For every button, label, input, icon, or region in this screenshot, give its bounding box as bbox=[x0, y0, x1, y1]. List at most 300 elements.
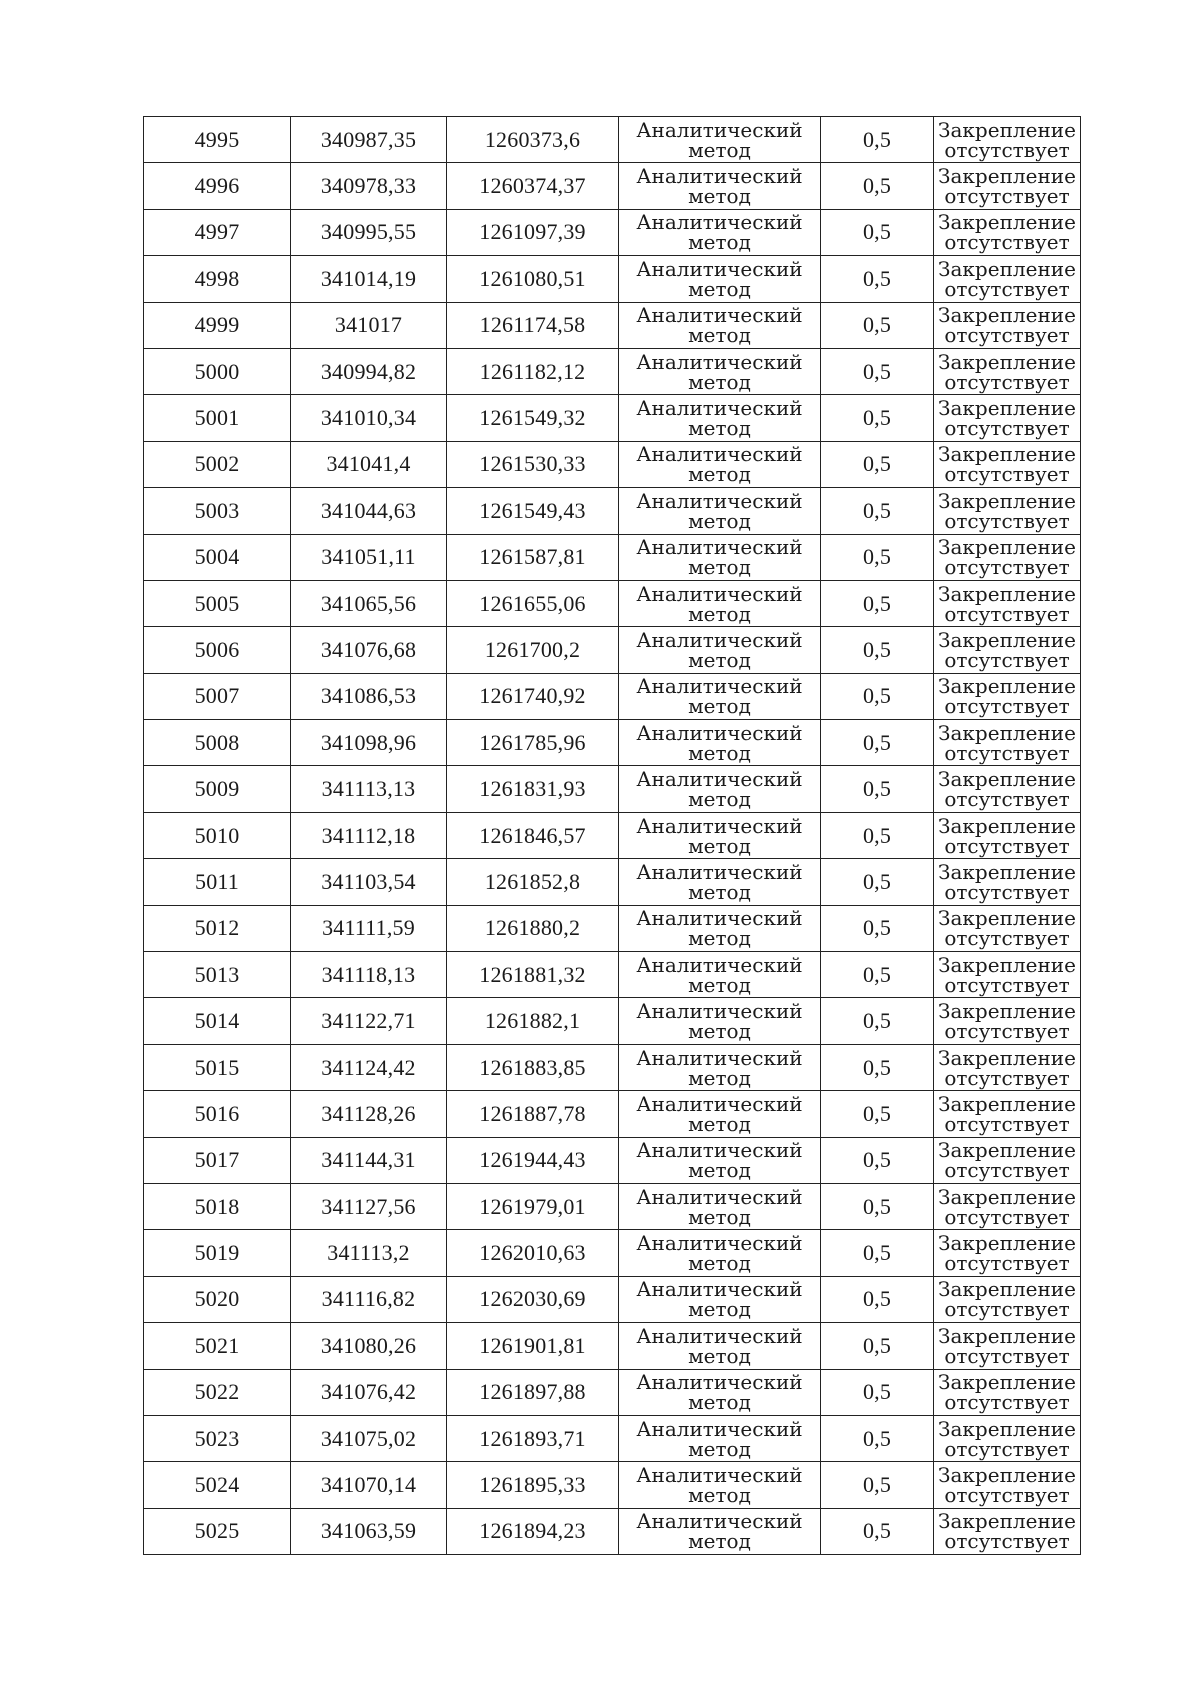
y-coordinate-cell: 1261881,32 bbox=[447, 952, 619, 998]
fixation-cell bbox=[934, 580, 1081, 626]
method-line-2: метод bbox=[688, 647, 751, 672]
table-row bbox=[144, 1230, 1081, 1276]
point-number-cell: 4999 bbox=[144, 302, 291, 348]
table-row bbox=[144, 1091, 1081, 1137]
method-line-2: метод bbox=[688, 1251, 751, 1276]
fixation-line-2: отсутствует bbox=[944, 508, 1070, 533]
fixation-cell bbox=[934, 998, 1081, 1044]
fixation-line-1: Закрепление bbox=[938, 1138, 1076, 1163]
x-coordinate-cell: 341063,59 bbox=[291, 1508, 447, 1554]
fixation-line-1: Закрепление bbox=[938, 767, 1076, 792]
fixation-line-1: Закрепление bbox=[938, 164, 1076, 189]
point-number-cell: 5013 bbox=[144, 952, 291, 998]
method-line-2: метод bbox=[688, 833, 751, 858]
method-line-1: Аналитический bbox=[636, 210, 803, 235]
method-line-1: Аналитический bbox=[636, 674, 803, 699]
table-row bbox=[144, 348, 1081, 394]
fixation-cell bbox=[934, 209, 1081, 255]
point-number-cell: 5012 bbox=[144, 905, 291, 951]
method-line-1: Аналитический bbox=[636, 1370, 803, 1395]
fixation-line-1: Закрепление bbox=[938, 952, 1076, 977]
fixation-line-1: Закрепление bbox=[938, 720, 1076, 745]
method-line-2: метод bbox=[688, 601, 751, 626]
fixation-line-2: отсутствует bbox=[944, 787, 1070, 812]
fixation-line-2: отсутствует bbox=[944, 230, 1070, 255]
fixation-cell bbox=[934, 1137, 1081, 1183]
x-coordinate-cell: 341113,2 bbox=[291, 1230, 447, 1276]
x-coordinate-cell: 341070,14 bbox=[291, 1462, 447, 1508]
table-row bbox=[144, 812, 1081, 858]
fixation-line-1: Закрепление bbox=[938, 535, 1076, 560]
fixation-cell bbox=[934, 766, 1081, 812]
fixation-line-2: отсутствует bbox=[944, 972, 1070, 997]
point-number-cell: 4997 bbox=[144, 209, 291, 255]
fixation-cell bbox=[934, 952, 1081, 998]
method-line-2: метод bbox=[688, 1111, 751, 1136]
method-line-2: метод bbox=[688, 694, 751, 719]
method-line-2: метод bbox=[688, 508, 751, 533]
y-coordinate-cell: 1261880,2 bbox=[447, 905, 619, 951]
method-cell bbox=[619, 1230, 821, 1276]
table-row bbox=[144, 1183, 1081, 1229]
point-number-cell: 5023 bbox=[144, 1415, 291, 1461]
y-coordinate-cell: 1261700,2 bbox=[447, 627, 619, 673]
fixation-cell bbox=[934, 1369, 1081, 1415]
fixation-line-1: Закрепление bbox=[938, 999, 1076, 1024]
x-coordinate-cell: 341010,34 bbox=[291, 395, 447, 441]
table-row bbox=[144, 1415, 1081, 1461]
accuracy-cell: 0,5 bbox=[821, 1044, 934, 1090]
table-row bbox=[144, 1276, 1081, 1322]
x-coordinate-cell: 341014,19 bbox=[291, 256, 447, 302]
method-line-2: метод bbox=[688, 879, 751, 904]
fixation-line-2: отсутствует bbox=[944, 1436, 1070, 1461]
method-cell bbox=[619, 1323, 821, 1369]
table-row bbox=[144, 1044, 1081, 1090]
point-number-cell: 5025 bbox=[144, 1508, 291, 1554]
y-coordinate-cell: 1260373,6 bbox=[447, 117, 619, 163]
point-number-cell: 5018 bbox=[144, 1183, 291, 1229]
fixation-line-2: отсутствует bbox=[944, 137, 1070, 162]
table-row bbox=[144, 905, 1081, 951]
y-coordinate-cell: 1261944,43 bbox=[447, 1137, 619, 1183]
method-cell bbox=[619, 580, 821, 626]
method-cell bbox=[619, 952, 821, 998]
method-line-2: метод bbox=[688, 323, 751, 348]
method-cell bbox=[619, 720, 821, 766]
fixation-line-1: Закрепление bbox=[938, 117, 1076, 142]
point-number-cell: 5017 bbox=[144, 1137, 291, 1183]
y-coordinate-cell: 1261182,12 bbox=[447, 348, 619, 394]
x-coordinate-cell: 341116,82 bbox=[291, 1276, 447, 1322]
method-cell bbox=[619, 673, 821, 719]
method-cell bbox=[619, 1044, 821, 1090]
method-cell bbox=[619, 209, 821, 255]
method-cell bbox=[619, 1462, 821, 1508]
y-coordinate-cell: 1261883,85 bbox=[447, 1044, 619, 1090]
fixation-cell bbox=[934, 1462, 1081, 1508]
method-line-1: Аналитический bbox=[636, 1231, 803, 1256]
x-coordinate-cell: 340995,55 bbox=[291, 209, 447, 255]
fixation-line-2: отсутствует bbox=[944, 1529, 1070, 1554]
accuracy-cell: 0,5 bbox=[821, 209, 934, 255]
x-coordinate-cell: 341112,18 bbox=[291, 812, 447, 858]
accuracy-cell: 0,5 bbox=[821, 859, 934, 905]
method-line-1: Аналитический bbox=[636, 1463, 803, 1488]
method-line-1: Аналитический bbox=[636, 1138, 803, 1163]
method-line-1: Аналитический bbox=[636, 1277, 803, 1302]
method-line-1: Аналитический bbox=[636, 767, 803, 792]
table-row bbox=[144, 627, 1081, 673]
fixation-line-2: отсутствует bbox=[944, 1204, 1070, 1229]
fixation-cell bbox=[934, 1091, 1081, 1137]
fixation-line-1: Закрепление bbox=[938, 1323, 1076, 1348]
accuracy-cell: 0,5 bbox=[821, 117, 934, 163]
y-coordinate-cell: 1261887,78 bbox=[447, 1091, 619, 1137]
table-row bbox=[144, 766, 1081, 812]
method-cell bbox=[619, 859, 821, 905]
fixation-line-2: отсутствует bbox=[944, 647, 1070, 672]
x-coordinate-cell: 341111,59 bbox=[291, 905, 447, 951]
fixation-line-1: Закрепление bbox=[938, 1416, 1076, 1441]
method-cell bbox=[619, 1276, 821, 1322]
fixation-line-1: Закрепление bbox=[938, 488, 1076, 513]
method-cell bbox=[619, 302, 821, 348]
fixation-line-2: отсутствует bbox=[944, 926, 1070, 951]
method-line-1: Аналитический bbox=[636, 720, 803, 745]
fixation-line-2: отсутствует bbox=[944, 1297, 1070, 1322]
point-number-cell: 5005 bbox=[144, 580, 291, 626]
table-row bbox=[144, 673, 1081, 719]
accuracy-cell: 0,5 bbox=[821, 441, 934, 487]
method-line-2: метод bbox=[688, 787, 751, 812]
x-coordinate-cell: 341103,54 bbox=[291, 859, 447, 905]
table-row bbox=[144, 209, 1081, 255]
method-cell bbox=[619, 812, 821, 858]
point-number-cell: 4996 bbox=[144, 163, 291, 209]
method-line-1: Аналитический bbox=[636, 117, 803, 142]
point-number-cell: 5003 bbox=[144, 488, 291, 534]
method-line-2: метод bbox=[688, 1343, 751, 1368]
fixation-cell bbox=[934, 1276, 1081, 1322]
x-coordinate-cell: 341041,4 bbox=[291, 441, 447, 487]
accuracy-cell: 0,5 bbox=[821, 812, 934, 858]
table-row bbox=[144, 998, 1081, 1044]
table-row bbox=[144, 163, 1081, 209]
method-line-1: Аналитический bbox=[636, 581, 803, 606]
x-coordinate-cell: 341122,71 bbox=[291, 998, 447, 1044]
x-coordinate-cell: 341144,31 bbox=[291, 1137, 447, 1183]
fixation-line-1: Закрепление bbox=[938, 906, 1076, 931]
fixation-cell bbox=[934, 534, 1081, 580]
method-line-2: метод bbox=[688, 1483, 751, 1508]
fixation-line-2: отсутствует bbox=[944, 369, 1070, 394]
point-number-cell: 5001 bbox=[144, 395, 291, 441]
method-cell bbox=[619, 534, 821, 580]
point-number-cell: 5000 bbox=[144, 348, 291, 394]
accuracy-cell: 0,5 bbox=[821, 1415, 934, 1461]
method-line-2: метод bbox=[688, 555, 751, 580]
accuracy-cell: 0,5 bbox=[821, 1323, 934, 1369]
method-cell bbox=[619, 395, 821, 441]
point-number-cell: 5010 bbox=[144, 812, 291, 858]
fixation-line-1: Закрепление bbox=[938, 1231, 1076, 1256]
method-line-1: Аналитический bbox=[636, 1184, 803, 1209]
fixation-cell bbox=[934, 1044, 1081, 1090]
method-cell bbox=[619, 441, 821, 487]
fixation-cell bbox=[934, 117, 1081, 163]
point-number-cell: 5022 bbox=[144, 1369, 291, 1415]
x-coordinate-cell: 341076,68 bbox=[291, 627, 447, 673]
table-row bbox=[144, 952, 1081, 998]
fixation-line-1: Закрепление bbox=[938, 1370, 1076, 1395]
point-number-cell: 5007 bbox=[144, 673, 291, 719]
x-coordinate-cell: 341044,63 bbox=[291, 488, 447, 534]
method-cell bbox=[619, 348, 821, 394]
method-cell bbox=[619, 1137, 821, 1183]
x-coordinate-cell: 340987,35 bbox=[291, 117, 447, 163]
table-row bbox=[144, 534, 1081, 580]
point-number-cell: 5006 bbox=[144, 627, 291, 673]
x-coordinate-cell: 341113,13 bbox=[291, 766, 447, 812]
method-cell bbox=[619, 256, 821, 302]
fixation-line-2: отсутствует bbox=[944, 1343, 1070, 1368]
accuracy-cell: 0,5 bbox=[821, 1091, 934, 1137]
fixation-line-2: отсутствует bbox=[944, 1251, 1070, 1276]
method-line-1: Аналитический bbox=[636, 303, 803, 328]
method-line-2: метод bbox=[688, 926, 751, 951]
document-page bbox=[143, 116, 1080, 1555]
y-coordinate-cell: 1261740,92 bbox=[447, 673, 619, 719]
fixation-cell bbox=[934, 256, 1081, 302]
table-row bbox=[144, 117, 1081, 163]
accuracy-cell: 0,5 bbox=[821, 534, 934, 580]
fixation-line-2: отсутствует bbox=[944, 462, 1070, 487]
x-coordinate-cell: 340978,33 bbox=[291, 163, 447, 209]
accuracy-cell: 0,5 bbox=[821, 1369, 934, 1415]
point-number-cell: 5004 bbox=[144, 534, 291, 580]
fixation-cell bbox=[934, 348, 1081, 394]
point-number-cell: 5024 bbox=[144, 1462, 291, 1508]
point-number-cell: 5002 bbox=[144, 441, 291, 487]
method-line-1: Аналитический bbox=[636, 256, 803, 281]
method-cell bbox=[619, 488, 821, 534]
accuracy-cell: 0,5 bbox=[821, 395, 934, 441]
method-line-1: Аналитический bbox=[636, 442, 803, 467]
table-row bbox=[144, 720, 1081, 766]
method-line-2: метод bbox=[688, 1204, 751, 1229]
accuracy-cell: 0,5 bbox=[821, 720, 934, 766]
method-line-2: метод bbox=[688, 972, 751, 997]
x-coordinate-cell: 340994,82 bbox=[291, 348, 447, 394]
method-line-1: Аналитический bbox=[636, 859, 803, 884]
y-coordinate-cell: 1262010,63 bbox=[447, 1230, 619, 1276]
accuracy-cell: 0,5 bbox=[821, 766, 934, 812]
method-cell bbox=[619, 1183, 821, 1229]
fixation-cell bbox=[934, 395, 1081, 441]
coordinates-table bbox=[143, 116, 1081, 1555]
y-coordinate-cell: 1262030,69 bbox=[447, 1276, 619, 1322]
accuracy-cell: 0,5 bbox=[821, 627, 934, 673]
method-cell bbox=[619, 905, 821, 951]
table-row bbox=[144, 256, 1081, 302]
fixation-line-2: отсутствует bbox=[944, 1111, 1070, 1136]
accuracy-cell: 0,5 bbox=[821, 488, 934, 534]
fixation-line-1: Закрепление bbox=[938, 256, 1076, 281]
fixation-line-2: отсутствует bbox=[944, 1019, 1070, 1044]
method-line-1: Аналитический bbox=[636, 1509, 803, 1534]
fixation-cell bbox=[934, 488, 1081, 534]
y-coordinate-cell: 1261174,58 bbox=[447, 302, 619, 348]
accuracy-cell: 0,5 bbox=[821, 1276, 934, 1322]
method-line-1: Аналитический bbox=[636, 396, 803, 421]
point-number-cell: 5021 bbox=[144, 1323, 291, 1369]
x-coordinate-cell: 341051,11 bbox=[291, 534, 447, 580]
accuracy-cell: 0,5 bbox=[821, 1137, 934, 1183]
coordinates-table-body bbox=[144, 117, 1081, 1555]
method-line-2: метод bbox=[688, 1436, 751, 1461]
point-number-cell: 5011 bbox=[144, 859, 291, 905]
method-line-1: Аналитический bbox=[636, 627, 803, 652]
fixation-cell bbox=[934, 673, 1081, 719]
method-line-2: метод bbox=[688, 1529, 751, 1554]
y-coordinate-cell: 1261655,06 bbox=[447, 580, 619, 626]
method-cell bbox=[619, 163, 821, 209]
y-coordinate-cell: 1260374,37 bbox=[447, 163, 619, 209]
y-coordinate-cell: 1261895,33 bbox=[447, 1462, 619, 1508]
accuracy-cell: 0,5 bbox=[821, 905, 934, 951]
method-line-2: метод bbox=[688, 1297, 751, 1322]
fixation-line-1: Закрепление bbox=[938, 859, 1076, 884]
table-row bbox=[144, 488, 1081, 534]
point-number-cell: 5020 bbox=[144, 1276, 291, 1322]
fixation-line-2: отсутствует bbox=[944, 601, 1070, 626]
table-row bbox=[144, 580, 1081, 626]
y-coordinate-cell: 1261852,8 bbox=[447, 859, 619, 905]
fixation-line-1: Закрепление bbox=[938, 303, 1076, 328]
accuracy-cell: 0,5 bbox=[821, 673, 934, 719]
table-row bbox=[144, 859, 1081, 905]
fixation-line-1: Закрепление bbox=[938, 349, 1076, 374]
method-line-1: Аналитический bbox=[636, 1091, 803, 1116]
fixation-cell bbox=[934, 1230, 1081, 1276]
method-line-1: Аналитический bbox=[636, 164, 803, 189]
y-coordinate-cell: 1261979,01 bbox=[447, 1183, 619, 1229]
fixation-cell bbox=[934, 1508, 1081, 1554]
y-coordinate-cell: 1261530,33 bbox=[447, 441, 619, 487]
method-line-1: Аналитический bbox=[636, 1323, 803, 1348]
method-line-1: Аналитический bbox=[636, 813, 803, 838]
accuracy-cell: 0,5 bbox=[821, 1462, 934, 1508]
method-line-2: метод bbox=[688, 416, 751, 441]
fixation-line-2: отсутствует bbox=[944, 1390, 1070, 1415]
point-number-cell: 5015 bbox=[144, 1044, 291, 1090]
point-number-cell: 5016 bbox=[144, 1091, 291, 1137]
table-row bbox=[144, 1323, 1081, 1369]
x-coordinate-cell: 341065,56 bbox=[291, 580, 447, 626]
method-cell bbox=[619, 1369, 821, 1415]
method-line-2: метод bbox=[688, 276, 751, 301]
method-cell bbox=[619, 998, 821, 1044]
fixation-line-2: отсутствует bbox=[944, 833, 1070, 858]
fixation-cell bbox=[934, 905, 1081, 951]
fixation-cell bbox=[934, 1183, 1081, 1229]
accuracy-cell: 0,5 bbox=[821, 998, 934, 1044]
point-number-cell: 5019 bbox=[144, 1230, 291, 1276]
fixation-line-2: отсутствует bbox=[944, 555, 1070, 580]
method-line-2: метод bbox=[688, 1019, 751, 1044]
method-line-1: Аналитический bbox=[636, 349, 803, 374]
y-coordinate-cell: 1261893,71 bbox=[447, 1415, 619, 1461]
y-coordinate-cell: 1261894,23 bbox=[447, 1508, 619, 1554]
x-coordinate-cell: 341075,02 bbox=[291, 1415, 447, 1461]
x-coordinate-cell: 341080,26 bbox=[291, 1323, 447, 1369]
method-cell bbox=[619, 1091, 821, 1137]
fixation-line-2: отсутствует bbox=[944, 1158, 1070, 1183]
fixation-line-2: отсутствует bbox=[944, 740, 1070, 765]
x-coordinate-cell: 341124,42 bbox=[291, 1044, 447, 1090]
accuracy-cell: 0,5 bbox=[821, 163, 934, 209]
x-coordinate-cell: 341128,26 bbox=[291, 1091, 447, 1137]
method-line-2: метод bbox=[688, 1158, 751, 1183]
y-coordinate-cell: 1261785,96 bbox=[447, 720, 619, 766]
method-line-1: Аналитический bbox=[636, 1416, 803, 1441]
table-row bbox=[144, 1508, 1081, 1554]
fixation-cell bbox=[934, 627, 1081, 673]
accuracy-cell: 0,5 bbox=[821, 1183, 934, 1229]
accuracy-cell: 0,5 bbox=[821, 580, 934, 626]
fixation-line-2: отсутствует bbox=[944, 694, 1070, 719]
fixation-cell bbox=[934, 859, 1081, 905]
point-number-cell: 4995 bbox=[144, 117, 291, 163]
fixation-line-2: отсутствует bbox=[944, 323, 1070, 348]
method-line-1: Аналитический bbox=[636, 952, 803, 977]
fixation-line-2: отсутствует bbox=[944, 184, 1070, 209]
method-line-2: метод bbox=[688, 137, 751, 162]
y-coordinate-cell: 1261901,81 bbox=[447, 1323, 619, 1369]
method-cell bbox=[619, 117, 821, 163]
y-coordinate-cell: 1261831,93 bbox=[447, 766, 619, 812]
fixation-line-2: отсутствует bbox=[944, 1483, 1070, 1508]
table-row bbox=[144, 302, 1081, 348]
fixation-line-1: Закрепление bbox=[938, 581, 1076, 606]
x-coordinate-cell: 341086,53 bbox=[291, 673, 447, 719]
x-coordinate-cell: 341076,42 bbox=[291, 1369, 447, 1415]
y-coordinate-cell: 1261080,51 bbox=[447, 256, 619, 302]
fixation-cell bbox=[934, 720, 1081, 766]
fixation-line-2: отсутствует bbox=[944, 1065, 1070, 1090]
method-cell bbox=[619, 627, 821, 673]
x-coordinate-cell: 341118,13 bbox=[291, 952, 447, 998]
fixation-line-1: Закрепление bbox=[938, 210, 1076, 235]
point-number-cell: 5008 bbox=[144, 720, 291, 766]
fixation-cell bbox=[934, 302, 1081, 348]
method-line-1: Аналитический bbox=[636, 999, 803, 1024]
accuracy-cell: 0,5 bbox=[821, 256, 934, 302]
fixation-cell bbox=[934, 1415, 1081, 1461]
table-row bbox=[144, 1462, 1081, 1508]
fixation-line-1: Закрепление bbox=[938, 442, 1076, 467]
fixation-line-2: отсутствует bbox=[944, 879, 1070, 904]
y-coordinate-cell: 1261587,81 bbox=[447, 534, 619, 580]
fixation-line-2: отсутствует bbox=[944, 276, 1070, 301]
accuracy-cell: 0,5 bbox=[821, 1508, 934, 1554]
accuracy-cell: 0,5 bbox=[821, 952, 934, 998]
fixation-cell bbox=[934, 812, 1081, 858]
x-coordinate-cell: 341098,96 bbox=[291, 720, 447, 766]
method-line-2: метод bbox=[688, 230, 751, 255]
method-line-2: метод bbox=[688, 462, 751, 487]
